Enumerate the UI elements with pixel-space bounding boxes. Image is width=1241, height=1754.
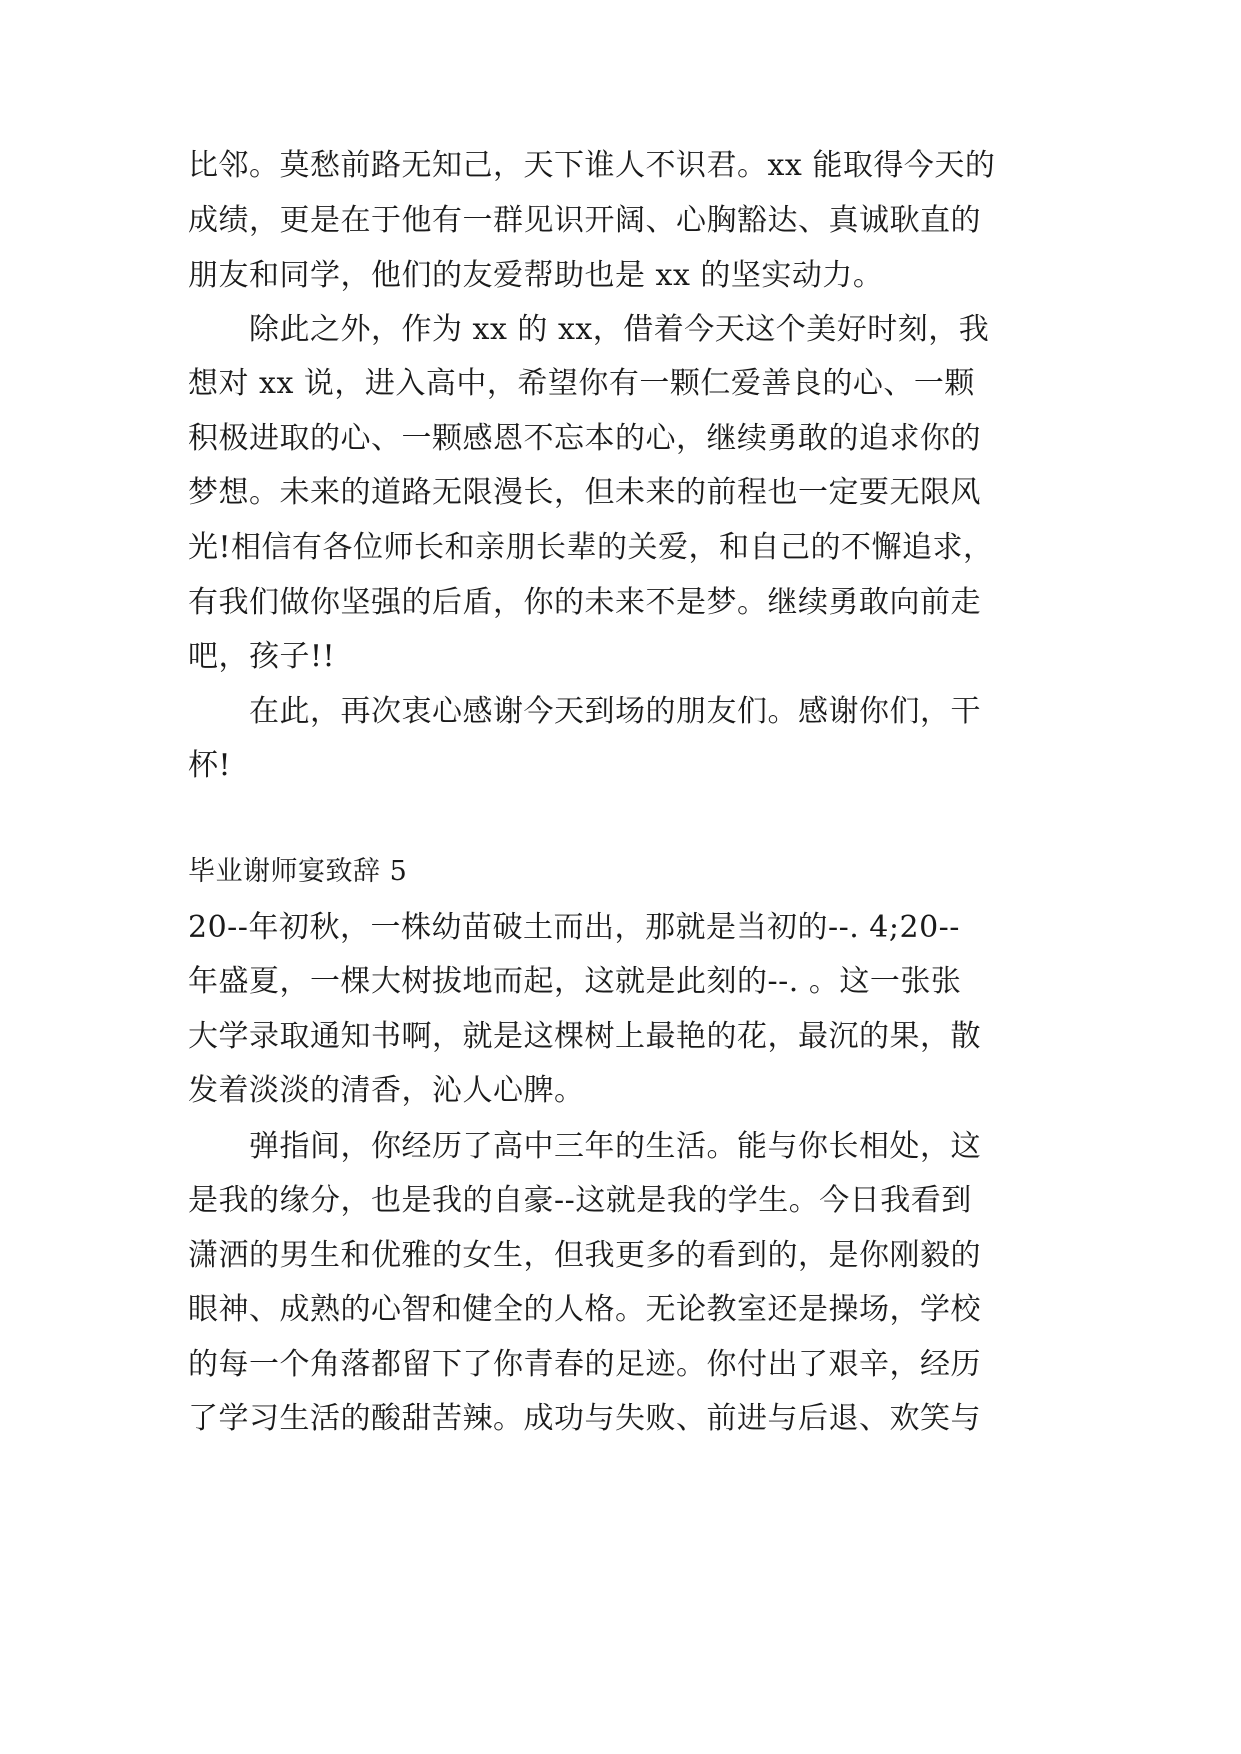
- paragraph-line: 弹指间，你经历了高中三年的生活。能与你长相处，这: [188, 1129, 981, 1164]
- paragraph-line: 了学习生活的酸甜苦辣。成功与失败、前进与后退、欢笑与: [188, 1401, 981, 1436]
- paragraph-line: 比邻。莫愁前路无知己，天下谁人不识君。xx 能取得今天的: [188, 148, 996, 183]
- paragraph-line: 朋友和同学，他们的友爱帮助也是 xx 的坚实动力。: [188, 258, 884, 293]
- paragraph-line: 眼神、成熟的心智和健全的人格。无论教室还是操场，学校: [188, 1292, 981, 1327]
- paragraph-line: 光!相信有各位师长和亲朋长辈的关爱，和自己的不懈追求，: [188, 530, 994, 565]
- paragraph-line: 除此之外，作为 xx 的 xx，借着今天这个美好时刻，我: [188, 312, 990, 347]
- paragraph-line: 是我的缘分，也是我的自豪--这就是我的学生。今日我看到: [188, 1183, 972, 1218]
- paragraph-line: 潇洒的男生和优雅的女生，但我更多的看到的，是你刚毅的: [188, 1238, 981, 1273]
- paragraph-line: 发着淡淡的清香，沁人心脾。: [188, 1073, 585, 1108]
- paragraph-line: 有我们做你坚强的后盾，你的未来不是梦。继续勇敢向前走: [188, 585, 981, 620]
- paragraph-line: 成绩，更是在于他有一群见识开阔、心胸豁达、真诚耿直的: [188, 203, 981, 238]
- paragraph-line: 想对 xx 说，进入高中，希望你有一颗仁爱善良的心、一颗: [188, 366, 975, 401]
- section-title: 毕业谢师宴致辞 5: [188, 856, 408, 887]
- paragraph-line: 积极进取的心、一颗感恩不忘本的心，继续勇敢的追求你的: [188, 421, 981, 456]
- paragraph-line: 的每一个角落都留下了你青春的足迹。你付出了艰辛，经历: [188, 1347, 981, 1382]
- paragraph-line: 梦想。未来的道路无限漫长，但未来的前程也一定要无限风: [188, 475, 981, 510]
- paragraph-line: 20--年初秋，一株幼苗破土而出，那就是当初的--. 4;20--: [188, 910, 960, 945]
- paragraph-line: 大学录取通知书啊，就是这棵树上最艳的花，最沉的果，散: [188, 1019, 981, 1054]
- paragraph-line: 年盛夏，一棵大树拔地而起，这就是此刻的--. 。这一张张: [188, 964, 962, 999]
- paragraph-line: 吧，孩子!!: [188, 639, 336, 674]
- paragraph-line: 在此，再次衷心感谢今天到场的朋友们。感谢你们，干: [188, 694, 981, 729]
- paragraph-line: 杯!: [188, 748, 232, 783]
